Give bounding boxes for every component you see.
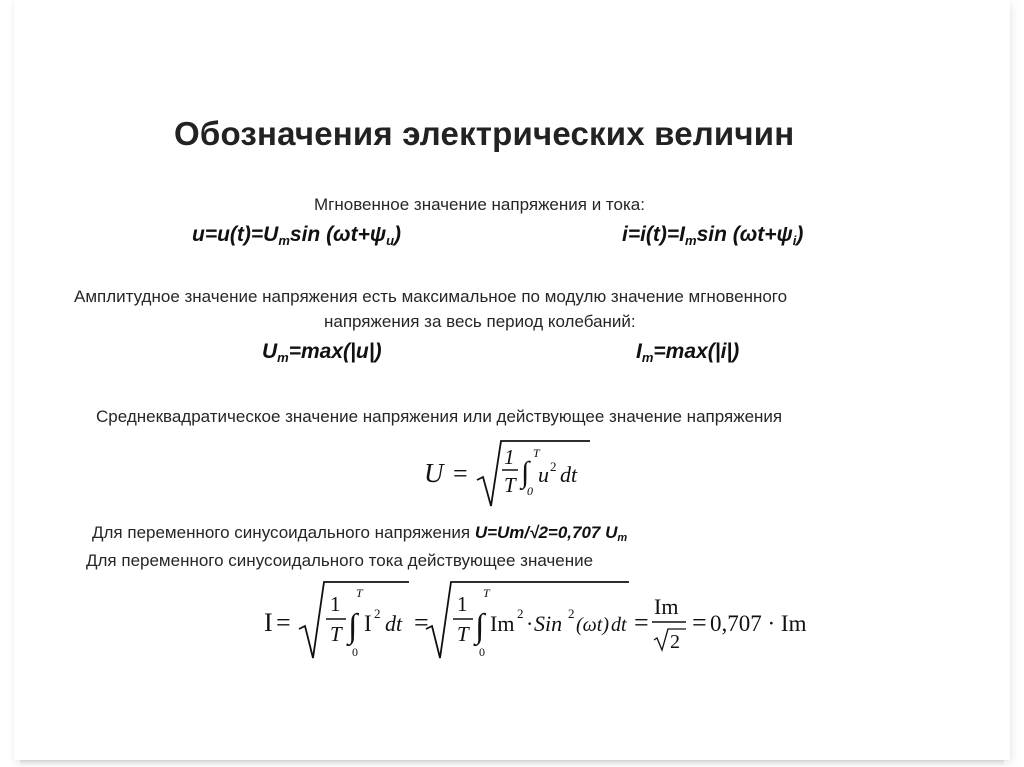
cf-lhs: I — [264, 608, 273, 637]
cf2-den: T — [457, 622, 469, 646]
slide — [14, 0, 1010, 760]
sinus-voltage-formula — [475, 523, 627, 542]
cf2-dot: · — [526, 611, 534, 636]
cf1-upper: T — [356, 586, 363, 600]
sinus-voltage-formula-sub: m — [617, 532, 628, 544]
amplitude-voltage-sub: m — [277, 350, 289, 365]
cf2-num: 1 — [457, 592, 468, 616]
amplitude-voltage-rest: =max(|u|) — [288, 340, 382, 363]
rms-lower: 0 — [527, 484, 533, 498]
cf2-upper: T — [483, 586, 490, 600]
rms-formula — [414, 438, 614, 514]
rms-lhs: U — [424, 458, 444, 488]
cf1-dt: dt — [385, 611, 403, 636]
amplitude-current-sub: m — [641, 350, 654, 365]
instant-current-phase-sub: i — [792, 233, 797, 248]
cf1-integrand: I — [364, 611, 372, 636]
amplitude-line-1: Амплитудное значение напряжения есть максимальное по модулю значение мгновенного — [74, 287, 788, 306]
amplitude-current-formula — [636, 340, 739, 364]
sinus-voltage-line — [92, 523, 627, 543]
rms-dt: dt — [560, 462, 578, 487]
cf2-sin: Sin — [534, 611, 563, 636]
cf-tail: 0,707 · Im — [710, 611, 807, 636]
instant-voltage-formula — [192, 223, 401, 247]
instant-current-close: ) — [796, 223, 804, 246]
amplitude-voltage-formula — [262, 340, 382, 364]
instant-current-formula — [622, 223, 803, 247]
instant-current-rhs: sin (ωt+ψ — [696, 223, 793, 246]
cf-eq-1: = — [276, 608, 291, 637]
cf2-sin-power: 2 — [568, 606, 575, 621]
rms-power: 2 — [550, 459, 557, 474]
instant-voltage-close: ) — [394, 223, 402, 246]
cf2-arg: (ωt) — [576, 614, 609, 636]
amplitude-line-2: напряжения за весь период колебаний: — [324, 312, 636, 331]
sinus-voltage-text: Для переменного синусоидального напряжения — [92, 523, 475, 542]
amplitude-current-base: I — [636, 340, 642, 363]
cf2-dt: dt — [611, 614, 627, 636]
cf-eq-4: = — [692, 608, 707, 637]
cf-frac-den: 2 — [670, 631, 680, 653]
sinus-voltage-formula-main: U=Um/√2=0,707 U — [474, 523, 618, 542]
instant-current-lhs: i=i(t)=I — [622, 223, 686, 246]
instant-current-sub: m — [685, 233, 697, 248]
cf2-im: Im — [490, 611, 515, 636]
amplitude-voltage-base: U — [262, 340, 278, 363]
instant-voltage-phase-sub: u — [386, 233, 395, 248]
slide-title: Обозначения электрических величин — [174, 115, 795, 152]
current-rms-formula — [254, 578, 814, 666]
cf1-power: 2 — [374, 606, 381, 621]
instant-caption: Мгновенное значение напряжения и тока: — [314, 195, 645, 214]
rms-eq: = — [453, 459, 468, 488]
rms-upper: T — [533, 446, 540, 460]
rms-integrand: u — [538, 462, 549, 487]
cf1-num: 1 — [330, 592, 341, 616]
sinus-current-text: Для переменного синусоидального тока действующее значение — [86, 551, 594, 570]
amplitude-current-rest: =max(|i|) — [653, 340, 740, 363]
cf2-integral: ∫ — [475, 608, 485, 645]
cf-eq-2: = — [414, 608, 429, 637]
rms-num: 1 — [504, 445, 515, 469]
cf-eq-3: = — [634, 608, 649, 637]
cf2-im-power: 2 — [517, 606, 524, 621]
cf1-lower: 0 — [352, 645, 358, 659]
cf2-lower: 0 — [479, 645, 485, 659]
cf-frac-num: Im — [654, 594, 679, 619]
instant-voltage-rhs: sin (ωt+ψ — [289, 223, 387, 246]
cf1-integral: ∫ — [348, 608, 358, 645]
instant-voltage-lhs: u=u(t)=U — [192, 223, 279, 246]
cf1-den: T — [330, 622, 342, 646]
rms-caption: Среднеквадратическое значение напряжения или действующее значение напряжения — [96, 407, 783, 426]
rms-den: T — [504, 473, 516, 497]
instant-voltage-sub: m — [278, 233, 290, 248]
rms-integral: ∫ — [521, 456, 530, 489]
